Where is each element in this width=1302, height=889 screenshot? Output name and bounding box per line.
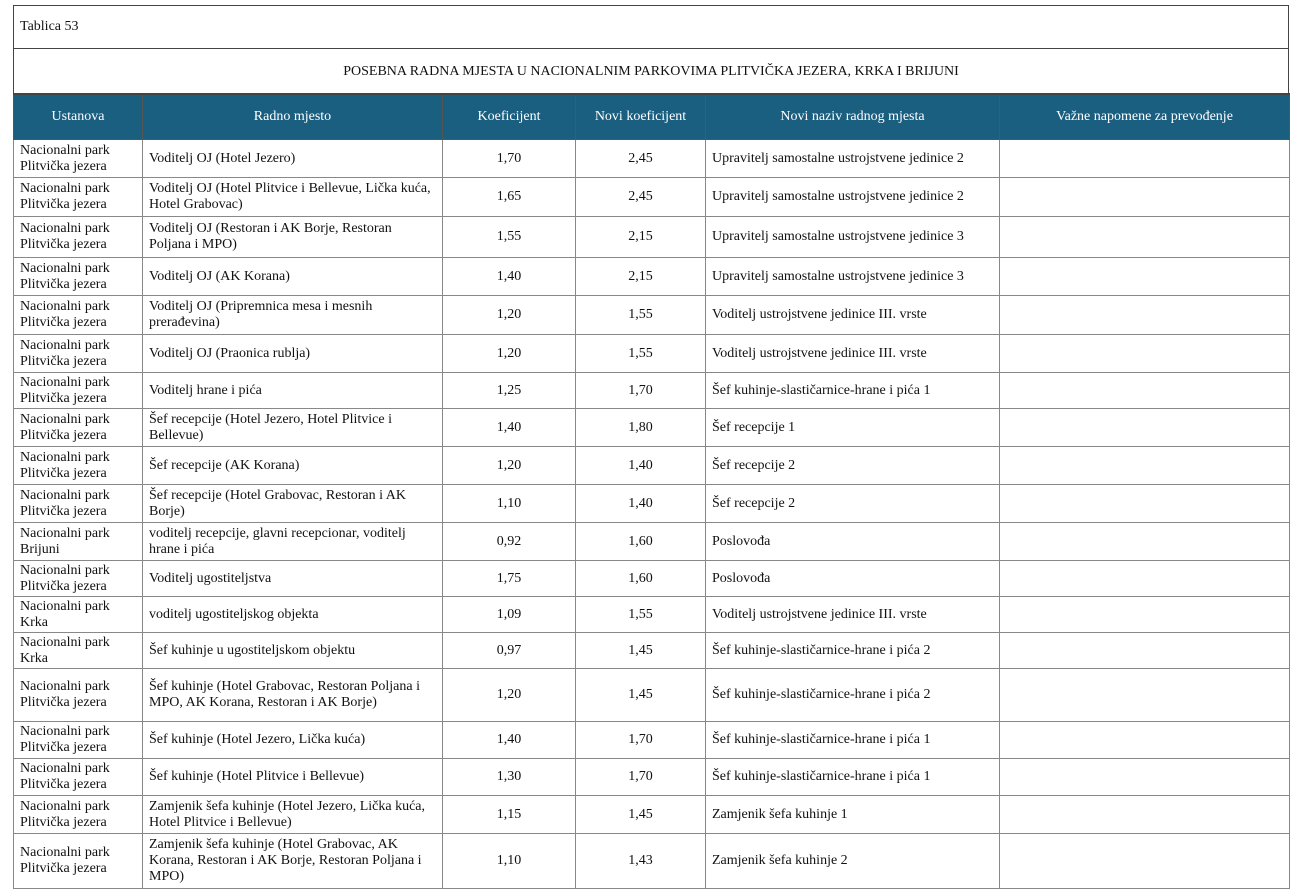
cell-novi-koeficijent: 1,40 [576,447,706,485]
cell-radno-mjesto: Šef kuhinje (Hotel Plitvice i Bellevue) [143,759,443,796]
col-header-radno-mjesto: Radno mjesto [143,94,443,140]
cell-radno-mjesto: Šef recepcije (Hotel Grabovac, Restoran i AK Borje) [143,485,443,523]
cell-radno-mjesto: Šef recepcije (Hotel Jezero, Hotel Plitvice i Bellevue) [143,409,443,447]
cell-napomene [1000,561,1290,597]
cell-novi-naziv: Šef kuhinje-slastičarnice-hrane i pića 1 [706,373,1000,409]
cell-napomene [1000,335,1290,373]
cell-ustanova: Nacionalni park Plitvička jezera [14,834,143,889]
cell-ustanova: Nacionalni park Plitvička jezera [14,722,143,759]
cell-novi-naziv: Voditelj ustrojstvene jedinice III. vrste [706,597,1000,633]
cell-radno-mjesto: voditelj ugostiteljskog objekta [143,597,443,633]
cell-napomene [1000,140,1290,178]
positions-table [13,93,1290,889]
col-header-ustanova: Ustanova [14,94,143,140]
cell-napomene [1000,217,1290,258]
cell-ustanova: Nacionalni park Plitvička jezera [14,296,143,335]
cell-novi-koeficijent: 1,45 [576,796,706,834]
cell-novi-naziv: Šef recepcije 1 [706,409,1000,447]
table-row [14,834,1290,889]
cell-koeficijent: 1,20 [443,447,576,485]
cell-ustanova: Nacionalni park Plitvička jezera [14,217,143,258]
cell-novi-naziv: Upravitelj samostalne ustrojstvene jedinice 3 [706,217,1000,258]
cell-napomene [1000,258,1290,296]
table-row [14,523,1290,561]
cell-koeficijent: 1,09 [443,597,576,633]
cell-novi-koeficijent: 1,80 [576,409,706,447]
table-row [14,597,1290,633]
cell-novi-koeficijent: 2,45 [576,178,706,217]
cell-ustanova: Nacionalni park Plitvička jezera [14,178,143,217]
cell-novi-koeficijent: 2,15 [576,258,706,296]
cell-novi-koeficijent: 1,70 [576,373,706,409]
cell-napomene [1000,597,1290,633]
cell-napomene [1000,409,1290,447]
cell-koeficijent: 1,75 [443,561,576,597]
cell-napomene [1000,296,1290,335]
cell-napomene [1000,178,1290,217]
header-row [14,94,1290,140]
cell-novi-naziv: Šef kuhinje-slastičarnice-hrane i pića 1 [706,722,1000,759]
cell-koeficijent: 1,55 [443,217,576,258]
cell-novi-naziv: Upravitelj samostalne ustrojstvene jedinice 2 [706,178,1000,217]
cell-napomene [1000,722,1290,759]
cell-ustanova: Nacionalni park Plitvička jezera [14,447,143,485]
cell-novi-naziv: Voditelj ustrojstvene jedinice III. vrste [706,296,1000,335]
cell-koeficijent: 1,65 [443,178,576,217]
cell-napomene [1000,669,1290,722]
cell-radno-mjesto: Zamjenik šefa kuhinje (Hotel Jezero, Lička kuća, Hotel Plitvice i Bellevue) [143,796,443,834]
cell-novi-naziv: Upravitelj samostalne ustrojstvene jedinice 2 [706,140,1000,178]
table-row [14,796,1290,834]
cell-ustanova: Nacionalni park Plitvička jezera [14,561,143,597]
cell-novi-koeficijent: 2,15 [576,217,706,258]
col-header-novi-naziv: Novi naziv radnog mjesta [706,94,1000,140]
cell-radno-mjesto: Voditelj OJ (Praonica rublja) [143,335,443,373]
cell-novi-naziv: Šef kuhinje-slastičarnice-hrane i pića 1 [706,759,1000,796]
table-title: POSEBNA RADNA MJESTA U NACIONALNIM PARKOVIMA PLITVIČKA JEZERA, KRKA I BRIJUNI [13,48,1289,93]
cell-radno-mjesto: Voditelj OJ (Hotel Jezero) [143,140,443,178]
cell-ustanova: Nacionalni park Plitvička jezera [14,796,143,834]
cell-radno-mjesto: Zamjenik šefa kuhinje (Hotel Grabovac, AK Korana, Restoran i AK Borje, Restoran Poljana i MPO) [143,834,443,889]
table-row [14,669,1290,722]
cell-novi-naziv: Šef kuhinje-slastičarnice-hrane i pića 2 [706,669,1000,722]
cell-novi-naziv: Poslovođa [706,561,1000,597]
cell-napomene [1000,447,1290,485]
cell-koeficijent: 1,10 [443,834,576,889]
cell-ustanova: Nacionalni park Krka [14,633,143,669]
cell-ustanova: Nacionalni park Krka [14,597,143,633]
cell-ustanova: Nacionalni park Plitvička jezera [14,409,143,447]
cell-novi-koeficijent: 1,45 [576,633,706,669]
cell-napomene [1000,485,1290,523]
cell-radno-mjesto: voditelj recepcije, glavni recepcionar, voditelj hrane i pića [143,523,443,561]
table-row [14,447,1290,485]
cell-novi-naziv: Šef kuhinje-slastičarnice-hrane i pića 2 [706,633,1000,669]
cell-ustanova: Nacionalni park Plitvička jezera [14,485,143,523]
cell-radno-mjesto: Voditelj hrane i pića [143,373,443,409]
cell-koeficijent: 1,30 [443,759,576,796]
cell-napomene [1000,759,1290,796]
cell-radno-mjesto: Šef kuhinje u ugostiteljskom objektu [143,633,443,669]
table-row [14,335,1290,373]
cell-novi-koeficijent: 1,55 [576,597,706,633]
cell-novi-naziv: Voditelj ustrojstvene jedinice III. vrste [706,335,1000,373]
cell-ustanova: Nacionalni park Plitvička jezera [14,669,143,722]
table-row [14,178,1290,217]
cell-novi-naziv: Šef recepcije 2 [706,447,1000,485]
cell-radno-mjesto: Šef kuhinje (Hotel Grabovac, Restoran Poljana i MPO, AK Korana, Restoran i AK Borje) [143,669,443,722]
cell-ustanova: Nacionalni park Plitvička jezera [14,258,143,296]
cell-novi-koeficijent: 1,60 [576,523,706,561]
table-row [14,217,1290,258]
document-table [13,5,1289,889]
cell-novi-koeficijent: 1,40 [576,485,706,523]
table-row [14,485,1290,523]
cell-koeficijent: 1,20 [443,335,576,373]
cell-novi-koeficijent: 1,43 [576,834,706,889]
cell-napomene [1000,633,1290,669]
cell-radno-mjesto: Voditelj OJ (Pripremnica mesa i mesnih prerađevina) [143,296,443,335]
table-row [14,296,1290,335]
cell-radno-mjesto: Voditelj ugostiteljstva [143,561,443,597]
cell-radno-mjesto: Voditelj OJ (Restoran i AK Borje, Restoran Poljana i MPO) [143,217,443,258]
cell-novi-koeficijent: 2,45 [576,140,706,178]
cell-koeficijent: 1,40 [443,258,576,296]
col-header-napomene: Važne napomene za prevođenje [1000,94,1290,140]
cell-koeficijent: 1,10 [443,485,576,523]
cell-novi-koeficijent: 1,45 [576,669,706,722]
cell-ustanova: Nacionalni park Plitvička jezera [14,335,143,373]
cell-ustanova: Nacionalni park Brijuni [14,523,143,561]
cell-novi-naziv: Zamjenik šefa kuhinje 1 [706,796,1000,834]
cell-koeficijent: 1,20 [443,669,576,722]
table-row [14,759,1290,796]
cell-novi-koeficijent: 1,70 [576,722,706,759]
cell-novi-naziv: Upravitelj samostalne ustrojstvene jedinice 3 [706,258,1000,296]
cell-koeficijent: 0,97 [443,633,576,669]
cell-koeficijent: 1,40 [443,722,576,759]
cell-napomene [1000,523,1290,561]
table-body [14,140,1290,889]
cell-napomene [1000,373,1290,409]
cell-novi-naziv: Zamjenik šefa kuhinje 2 [706,834,1000,889]
cell-novi-naziv: Poslovođa [706,523,1000,561]
cell-napomene [1000,796,1290,834]
table-caption: Tablica 53 [13,5,1289,48]
cell-novi-naziv: Šef recepcije 2 [706,485,1000,523]
cell-radno-mjesto: Voditelj OJ (AK Korana) [143,258,443,296]
cell-novi-koeficijent: 1,55 [576,335,706,373]
col-header-koeficijent: Koeficijent [443,94,576,140]
cell-napomene [1000,834,1290,889]
cell-novi-koeficijent: 1,60 [576,561,706,597]
cell-ustanova: Nacionalni park Plitvička jezera [14,373,143,409]
cell-radno-mjesto: Šef recepcije (AK Korana) [143,447,443,485]
cell-koeficijent: 1,70 [443,140,576,178]
table-row [14,561,1290,597]
cell-radno-mjesto: Šef kuhinje (Hotel Jezero, Lička kuća) [143,722,443,759]
table-row [14,633,1290,669]
col-header-novi-koeficijent: Novi koeficijent [576,94,706,140]
table-row [14,722,1290,759]
table-row [14,373,1290,409]
cell-radno-mjesto: Voditelj OJ (Hotel Plitvice i Bellevue, Lička kuća, Hotel Grabovac) [143,178,443,217]
cell-koeficijent: 1,15 [443,796,576,834]
cell-koeficijent: 1,25 [443,373,576,409]
cell-koeficijent: 1,20 [443,296,576,335]
cell-koeficijent: 0,92 [443,523,576,561]
table-row [14,409,1290,447]
cell-ustanova: Nacionalni park Plitvička jezera [14,140,143,178]
cell-ustanova: Nacionalni park Plitvička jezera [14,759,143,796]
cell-novi-koeficijent: 1,70 [576,759,706,796]
table-row [14,140,1290,178]
cell-novi-koeficijent: 1,55 [576,296,706,335]
cell-koeficijent: 1,40 [443,409,576,447]
table-row [14,258,1290,296]
